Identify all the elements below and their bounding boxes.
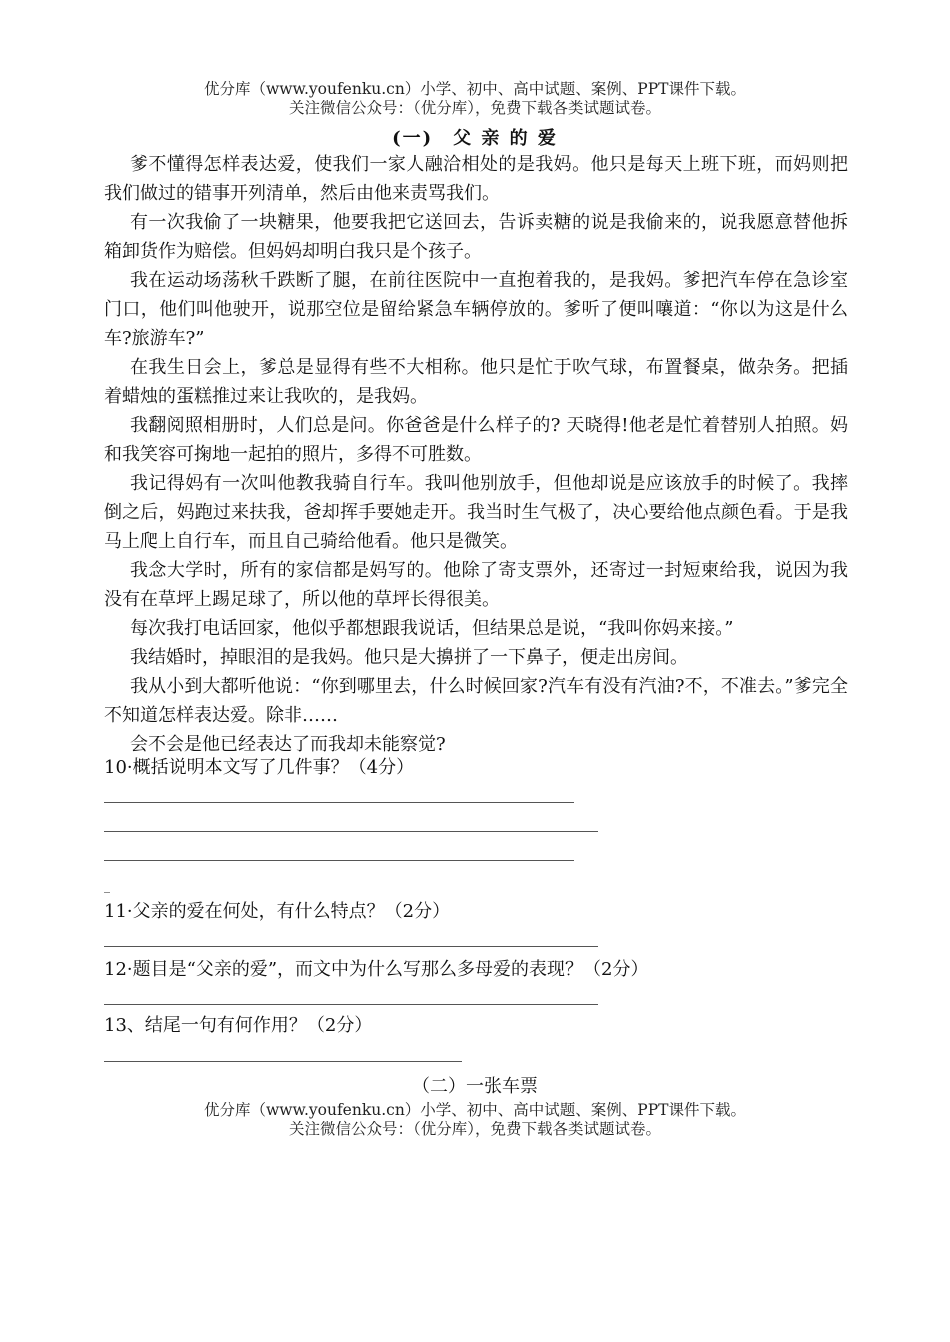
paragraph-3: 我在运动场荡秋千跌断了腿，在前往医院中一直抱着我的，是我妈。爹把汽车停在急诊室门口，他们叫他驶开，说那空位是留给紧急车辆停放的。爹听了便叫嚷道：“你以为这是什么车?旅游车?” (104, 270, 848, 349)
answer-line-10-1[interactable] (104, 802, 574, 803)
paragraph-2: 有一次我偷了一块糖果，他要我把它送回去，告诉卖糖的说是我偷来的，说我愿意替他拆箱卸货作为赔偿。但妈妈却明白我只是个孩子。 (104, 212, 848, 262)
answer-line-10-4[interactable]: _ (104, 879, 110, 893)
section-2-title: （二）一张车票 (412, 1076, 538, 1097)
footer-line-1: 优分库（www.youfenku.cn）小学、初中、高中试题、案例、PPT课件下载。 (203, 1101, 747, 1119)
header-line-2: 关注微信公众号：（优分库），免费下载各类试题试卷。 (288, 99, 661, 117)
answer-line-10-3[interactable] (104, 860, 574, 861)
paragraph-6: 我记得妈有一次叫他教我骑自行车。我叫他别放手，但他却说是应该放手的时候了。我摔倒之后，妈跑过来扶我，爸却挥手要她走开。我当时生气极了，决心要给他点颜色看。于是我马上爬上自行车，而且自己骑给他看。他只是微笑。 (104, 473, 848, 552)
question-10: 10·概括说明本文写了几件事？（4分） (104, 757, 415, 778)
question-12: 12·题目是“父亲的爱”，而文中为什么写那么多母爱的表现？（2分） (104, 959, 649, 980)
footer-line-2: 关注微信公众号：（优分库），免费下载各类试题试卷。 (288, 1120, 661, 1138)
paragraph-7: 我念大学时，所有的家信都是妈写的。他除了寄支票外，还寄过一封短柬给我，说因为我没有在草坪上踢足球了，所以他的草坪长得很美。 (104, 560, 848, 610)
paragraph-11: 会不会是他已经表达了而我却未能察觉? (130, 734, 446, 755)
paragraph-5: 我翻阅照相册时，人们总是问。你爸爸是什么样子的? 天晓得!他老是忙着替别人拍照。妈和我笑容可掬地一起拍的照片，多得不可胜数。 (104, 415, 848, 465)
question-13: 13、结尾一句有何作用？（2分） (104, 1015, 373, 1036)
paragraph-1: 爹不懂得怎样表达爱，使我们一家人融洽相处的是我妈。他只是每天上班下班，而妈则把我们做过的错事开列清单，然后由他来责骂我们。 (104, 154, 848, 204)
answer-line-11[interactable] (104, 946, 598, 947)
paragraph-8: 每次我打电话回家，他似乎都想跟我说话，但结果总是说，“我叫你妈来接。” (130, 618, 734, 639)
paragraph-4: 在我生日会上，爹总是显得有些不大相称。他只是忙于吹气球，布置餐桌，做杂务。把插着蜡烛的蛋糕推过来让我吹的，是我妈。 (104, 357, 848, 407)
answer-line-10-2[interactable] (104, 831, 598, 832)
answer-line-13[interactable] (104, 1061, 462, 1062)
question-11: 11·父亲的爱在何处，有什么特点？（2分） (104, 901, 451, 922)
answer-line-12[interactable] (104, 1004, 598, 1005)
header-line-1: 优分库（www.youfenku.cn）小学、初中、高中试题、案例、PPT课件下载。 (203, 80, 747, 98)
passage-body (104, 150, 848, 759)
section-1-title: (一) 父 亲 的 爱 (392, 128, 558, 149)
paragraph-10: 我从小到大都听他说：“你到哪里去，什么时候回家?汽车有没有汽油?不，不准去。”爹完全不知道怎样表达爱。除非…… (104, 676, 848, 726)
paragraph-9: 我结婚时，掉眼泪的是我妈。他只是大擤拼了一下鼻子，便走出房间。 (130, 647, 688, 668)
